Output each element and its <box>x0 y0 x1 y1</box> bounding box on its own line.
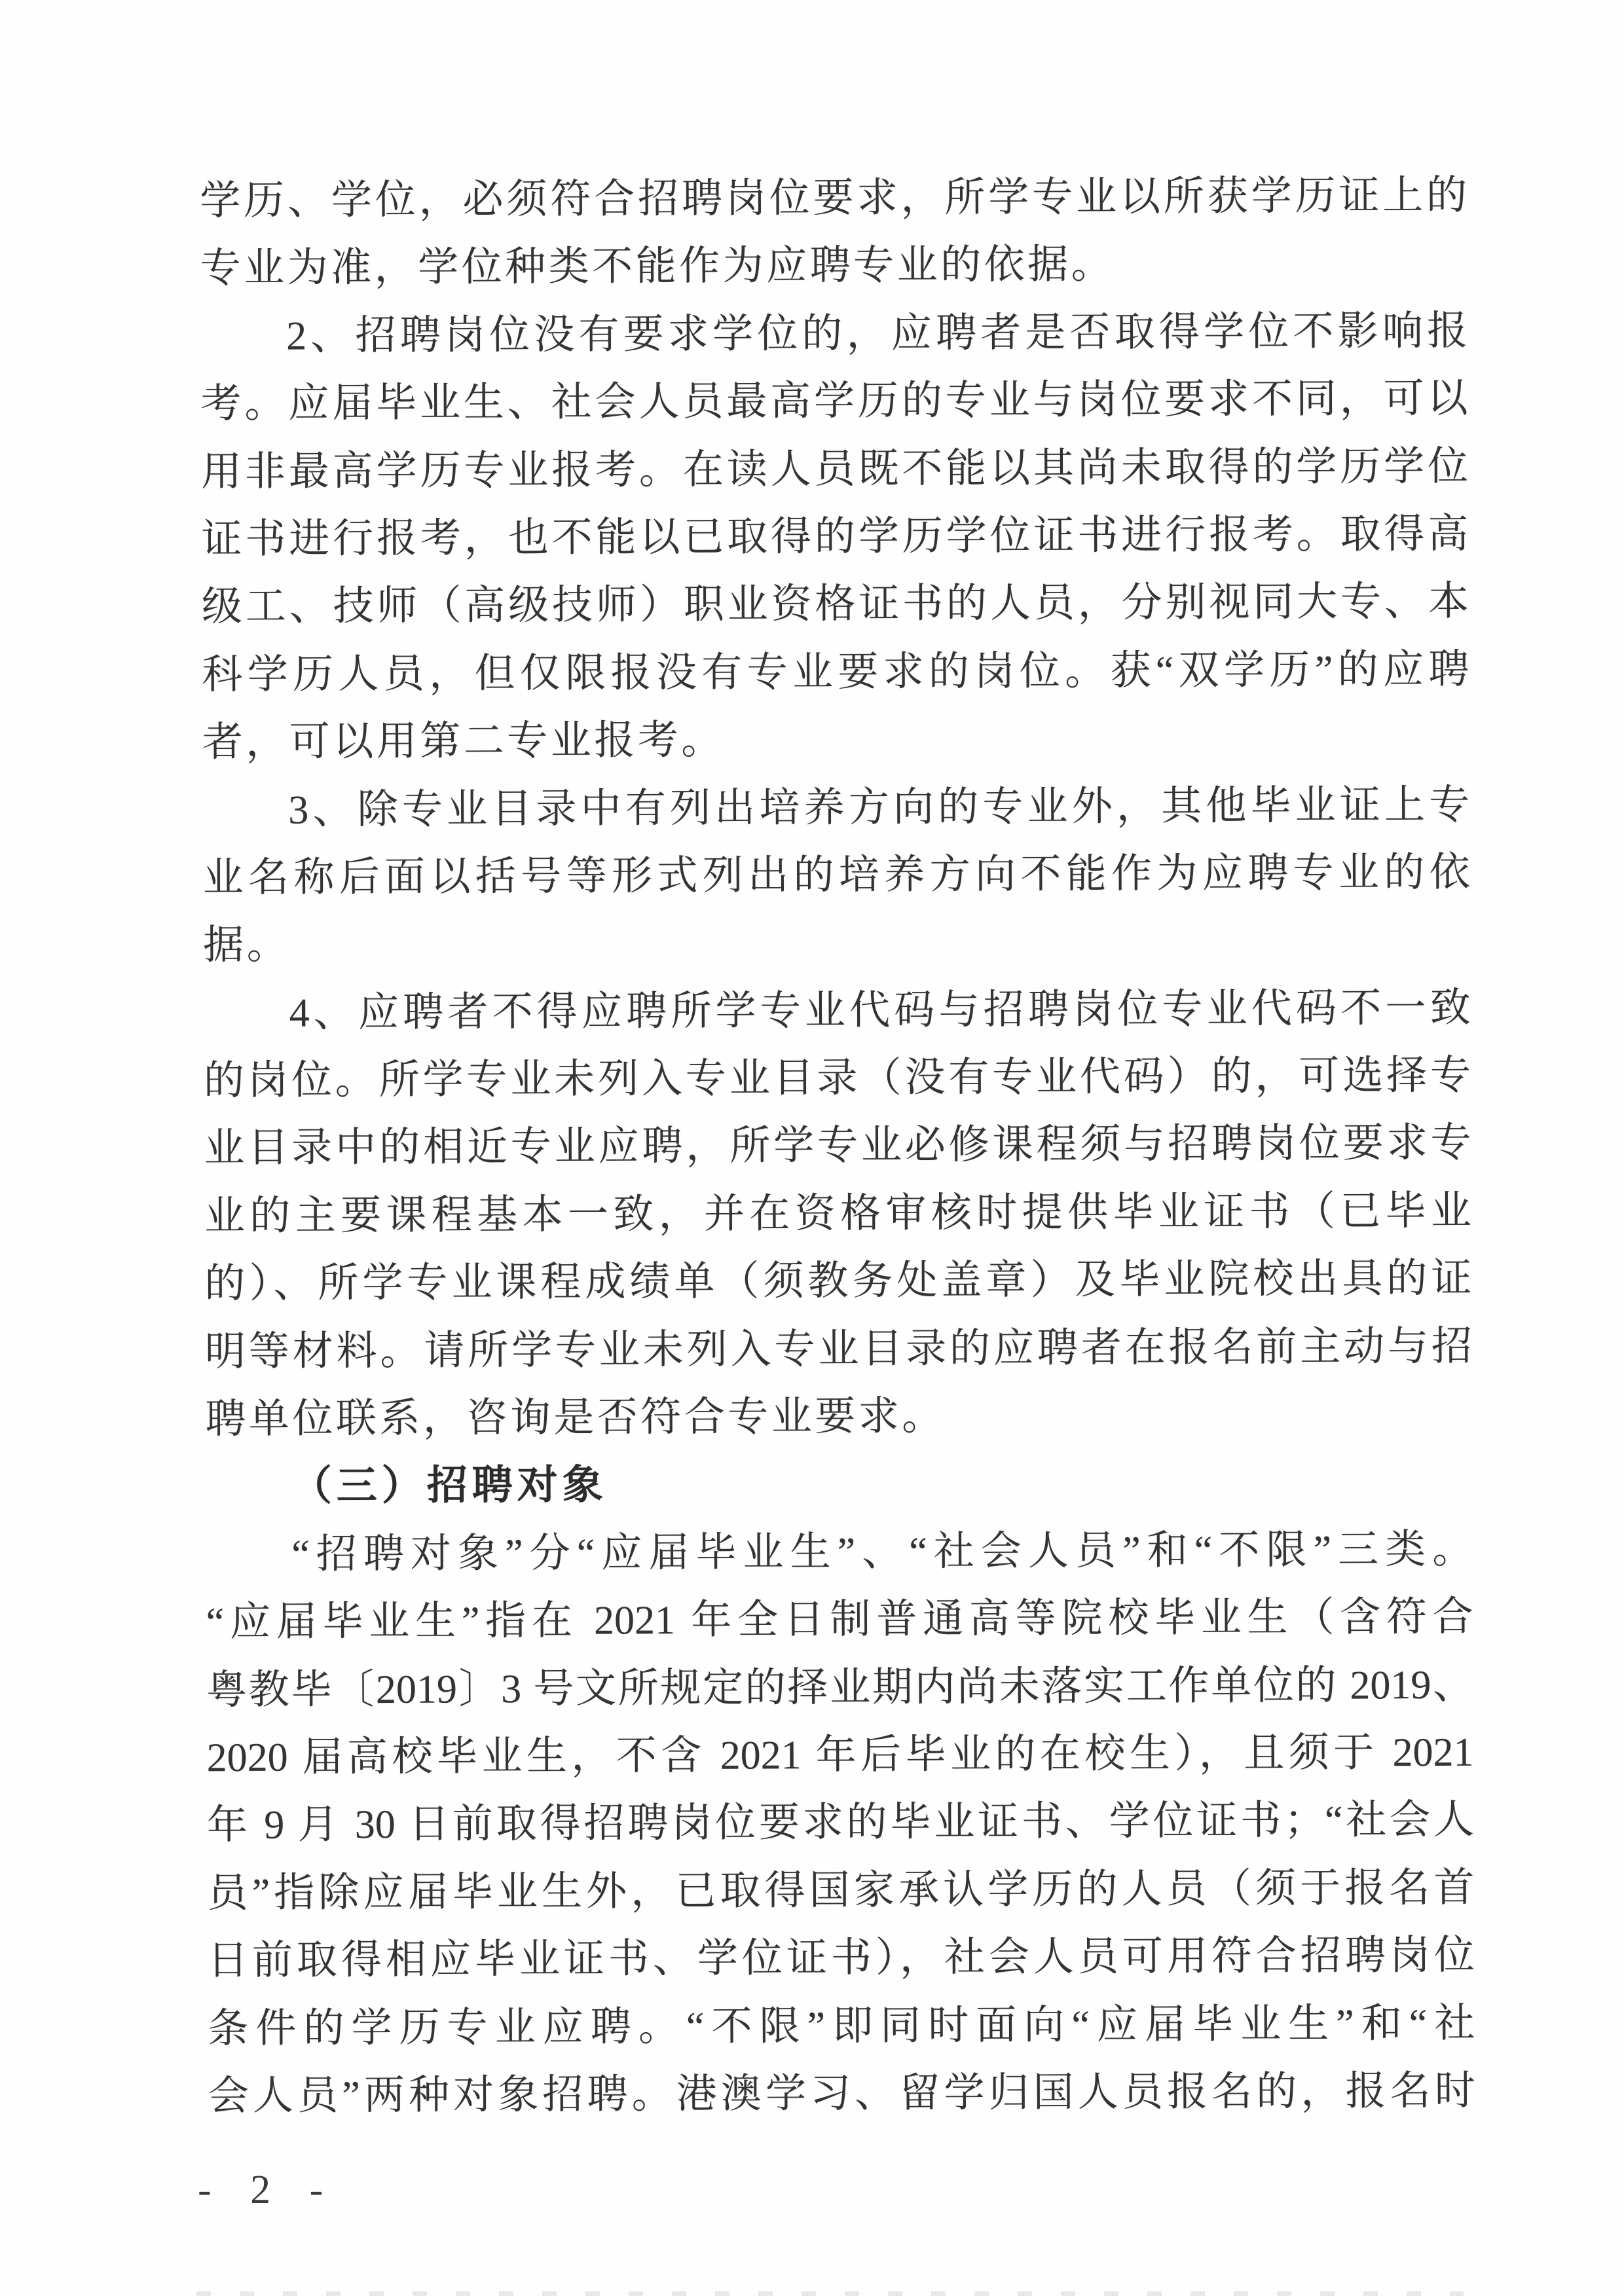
body-line: “招聘对象”分“应届毕业生”、“社会人员”和“不限”三类。 <box>291 1527 1473 1577</box>
body-line: 证书进行报考，也不能以已取得的学历学位证书进行报考。取得高 <box>201 511 1469 562</box>
body-line: 用非最高学历专业报考。在读人员既不能以其尚未取得的学历学位 <box>200 444 1469 494</box>
body-line: 员”指除应届毕业生外，已取得国家承认学历的人员（须于报名首 <box>207 1865 1475 1916</box>
body-line: 的）、所学专业课程成绩单（须教务处盖章）及毕业院校出具的证 <box>204 1256 1472 1307</box>
body-line: 业名称后面以括号等形式列出的培养方向不能作为应聘专业的依 <box>202 850 1470 901</box>
document-body <box>200 162 1475 2131</box>
body-line: 条件的学历专业应聘。“不限”即同时面向“应届毕业生”和“社 <box>208 2001 1475 2051</box>
body-line: 会人员”两种对象招聘。港澳学习、留学归国人员报名的，报名时 <box>208 2068 1475 2119</box>
body-line: 专业为准，学位种类不能作为应聘专业的依据。 <box>200 242 1115 291</box>
page-number: - 2 - <box>198 2168 338 2212</box>
body-line: 日前取得相应毕业证书、学位证书），社会人员可用符合招聘岗位 <box>207 1933 1475 1984</box>
body-line: 业目录中的相近专业应聘，所学专业必修课程须与招聘岗位要求专 <box>204 1121 1471 1171</box>
body-line: 年 9 月 30 日前取得招聘岗位要求的毕业证书、学位证书；“社会人 <box>206 1798 1475 1848</box>
body-line: 粤教毕〔2019〕3 号文所规定的择业期内尚未落实工作单位的 2019、 <box>206 1662 1474 1713</box>
body-line: 3、除专业目录中有列出培养方向的专业外，其他毕业证上专 <box>288 782 1470 833</box>
body-line: 科学历人员，但仅限报没有专业要求的岗位。获“双学历”的应聘 <box>202 647 1469 697</box>
body-line: 2、招聘岗位没有要求学位的，应聘者是否取得学位不影响报 <box>286 308 1468 359</box>
body-line: 级工、技师（高级技师）职业资格证书的人员，分别视同大专、本 <box>201 579 1469 630</box>
body-line: 据。 <box>203 922 291 968</box>
body-line: 2020 届高校毕业生，不含 2021 年后毕业的在校生），且须于 2021 <box>206 1730 1474 1781</box>
body-line: 考。应届毕业生、社会人员最高学历的专业与岗位要求不同，可以 <box>200 376 1468 427</box>
body-line: 聘单位联系，咨询是否符合专业要求。 <box>205 1394 946 1442</box>
body-line: 者，可以用第二专业报考。 <box>202 718 725 765</box>
section-heading-recruitment-target: （三）招聘对象 <box>291 1463 608 1510</box>
body-line: 4、应聘者不得应聘所学专业代码与招聘岗位专业代码不一致 <box>289 985 1471 1036</box>
body-line: 学历、学位，必须符合招聘岗位要求，所学专业以所获学历证上的 <box>200 173 1467 224</box>
body-line: “应届毕业生”指在 2021 年全日制普通高等院校毕业生（含符合 <box>206 1594 1473 1645</box>
scan-cutoff-next-line-artifact <box>196 2291 1464 2296</box>
body-line: 业的主要课程基本一致，并在资格审核时提供毕业证书（已毕业 <box>204 1188 1472 1239</box>
body-line: 明等材料。请所学专业未列入专业目录的应聘者在报名前主动与招 <box>204 1324 1473 1374</box>
body-line: 的岗位。所学专业未列入专业目录（没有专业代码）的，可选择专 <box>203 1053 1471 1104</box>
